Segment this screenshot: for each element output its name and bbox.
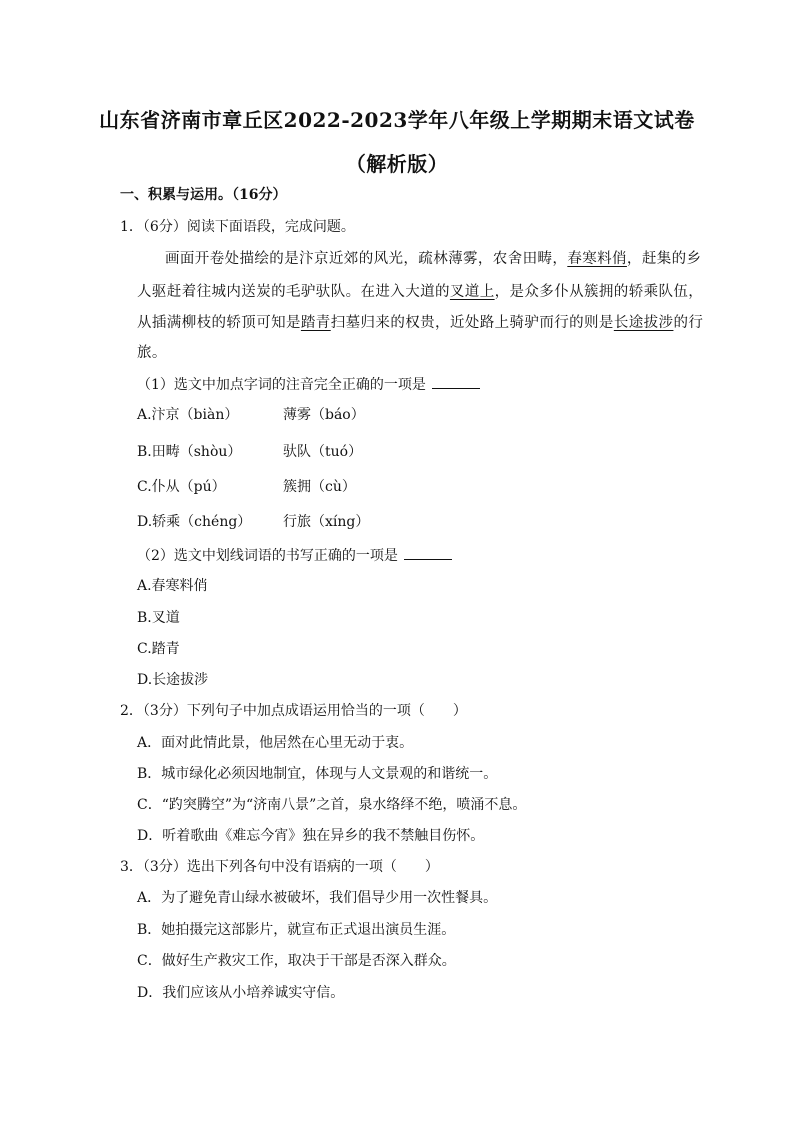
passage-line-1 (165, 249, 701, 269)
option-c-right: 簇拥（cù） (283, 479, 356, 495)
answer-blank[interactable] (432, 374, 480, 389)
section-heading: 一、积累与运用。（16分） (120, 187, 287, 203)
option-c: C．做好生产救灾工作，取决于干部是否深入群众。 (137, 953, 456, 969)
option-a-left: A.汴京（biàn） (137, 407, 239, 423)
underlined-word: 春寒料俏 (567, 251, 627, 267)
option-b-right: 驮队（tuó） (283, 444, 363, 460)
page-subtitle: （解析版） (345, 152, 449, 176)
option-a: A.春寒料俏 (137, 578, 208, 594)
option-a: A．面对此情此景，他居然在心里无动于衷。 (137, 735, 414, 751)
passage-text: 画面开卷处描绘的是汴京近郊的风光，疏林薄雾，农舍田畴， (165, 251, 568, 267)
underlined-word: 长途拔涉 (613, 315, 674, 331)
option-d: D．我们应该从小培养诚实守信。 (137, 985, 345, 1001)
question-3-prompt: 3．（3分）选出下列各句中没有语病的一项（ ） (120, 859, 439, 875)
option-b: B．她拍摄完这部影片，就宣布正式退出演员生涯。 (137, 922, 456, 938)
passage-text: 从插满柳枝的轿顶可知是 (137, 315, 301, 331)
question-1-prompt: 1．（6分）阅读下面语段，完成问题。 (120, 219, 355, 235)
subquestion-1-prompt (137, 374, 480, 395)
option-b: B.叉道 (137, 610, 180, 626)
subquestion-2-prompt (137, 545, 452, 566)
passage-text: ，赶集的乡 (626, 251, 702, 267)
page-title: 山东省济南市章丘区2022-2023学年八年级上学期期末语文试卷 (99, 108, 695, 132)
option-c-left: C.仆从（pú） (137, 479, 226, 495)
option-d: D.长途拔涉 (137, 672, 209, 688)
option-d-right: 行旅（xíng） (283, 514, 370, 530)
option-b: B．城市绿化必须因地制宜，体现与人文景观的和谐统一。 (137, 766, 498, 782)
option-d: D．听着歌曲《难忘今宵》独在异乡的我不禁触目伤怀。 (137, 828, 485, 844)
passage-text: 的行 (673, 315, 704, 331)
passage-text: ，是众多仆从簇拥的轿乘队伍， (494, 284, 704, 300)
question-2-prompt: 2．（3分）下列句子中加点成语运用恰当的一项（ ） (120, 703, 467, 719)
subquestion-text: （1）选文中加点字词的注音完全正确的一项是 (137, 377, 426, 393)
passage-line-2 (137, 282, 703, 302)
option-a-right: 薄雾（báo） (283, 407, 365, 423)
option-d-left: D.轿乘（chéng） (137, 514, 252, 530)
option-b-left: B.田畴（shòu） (137, 444, 242, 460)
option-c: C．“趵突腾空”为“济南八景”之首，泉水络绎不绝，喷涌不息。 (137, 797, 527, 813)
option-c: C.踏青 (137, 641, 180, 657)
passage-text: 人驱赶着往城内送炭的毛驴驮队。在进入大道的 (137, 284, 450, 300)
answer-blank[interactable] (404, 545, 452, 560)
passage-line-4: 旅。 (137, 345, 167, 361)
option-a: A．为了避免青山绿水被破坏，我们倡导少用一次性餐具。 (137, 890, 498, 906)
subquestion-text: （2）选文中划线词语的书写正确的一项是 (137, 548, 398, 564)
passage-text: 扫墓归来的权贵，近处路上骑驴而行的则是 (330, 315, 614, 331)
underlined-word: 踏青 (300, 315, 331, 331)
underlined-word: 叉道上 (449, 284, 495, 300)
passage-line-3 (137, 313, 703, 333)
